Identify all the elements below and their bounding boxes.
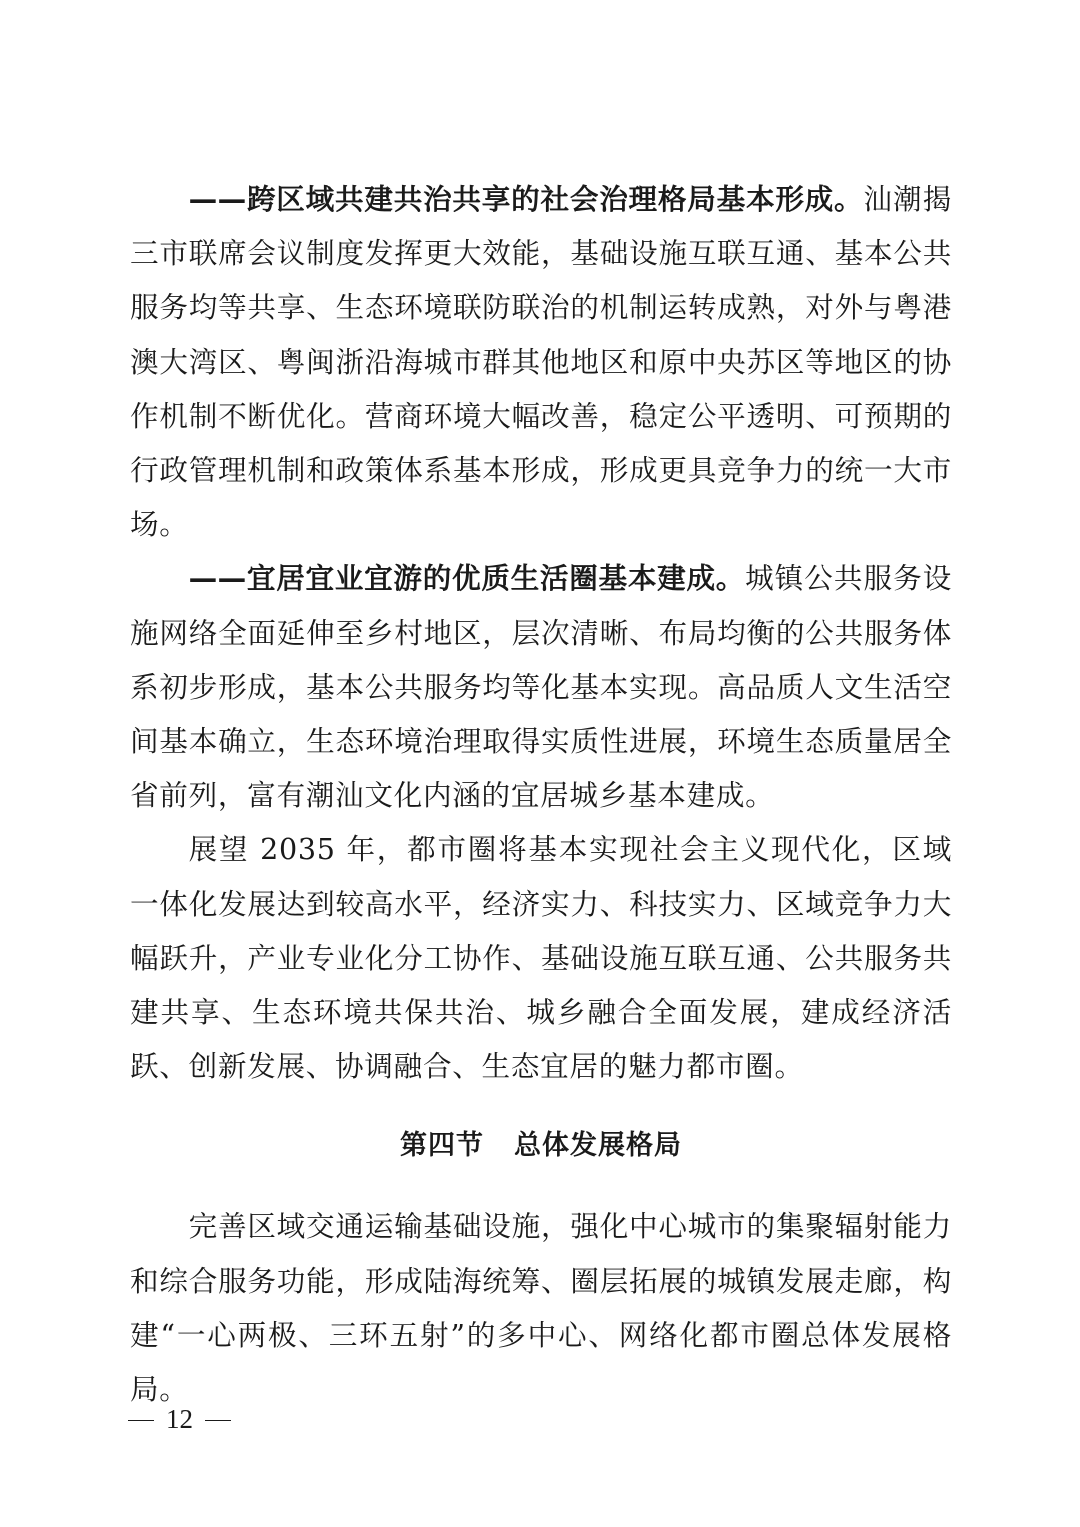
paragraph-social-governance — [130, 172, 952, 551]
footer-dash-left — [128, 1420, 154, 1422]
document-page — [130, 172, 952, 1416]
page-number: 12 — [166, 1404, 193, 1434]
section-title-text: 总体发展格局 — [514, 1130, 682, 1162]
paragraph-body: 展望 2035 年，都市圈将基本实现社会主义现代化，区域一体化发展达到较高水平，经济实力、科技实力、区域竞争力大幅跃升，产业专业化分工协作、基础设施互联互通、公共服务共建共享、生态环境共保共治、城乡融合全面发展，建成经济活跃、创新发展、协调融合、生态宜居的魅力都市圈。 — [130, 832, 952, 1084]
paragraph-body: 完善区域交通运输基础设施，强化中心城市的集聚辐射能力和综合服务功能，形成陆海统筹、圈层拓展的城镇发展走廊，构建“一心两极、三环五射”的多中心、网络化都市圈总体发展格局。 — [130, 1209, 952, 1407]
paragraph-outlook-2035 — [130, 822, 952, 1093]
paragraph-body: 汕潮揭三市联席会议制度发挥更大效能，基础设施互联互通、基本公共服务均等共享、生态环境联防联治的机制运转成熟，对外与粤港澳大湾区、粤闽浙沿海城市群其他地区和原中央苏区等地区的协作机制不断优化。营商环境大幅改善，稳定公平透明、可预期的行政管理机制和政策体系基本形成，形成更具竞争力的统一大市场。 — [130, 182, 952, 542]
paragraph-body: 城镇公共服务设施网络全面延伸至乡村地区，层次清晰、布局均衡的公共服务体系初步形成，基本公共服务均等化基本实现。高品质人文生活空间基本确立，生态环境治理取得实质性进展，环境生态质量居全省前列，富有潮汕文化内涵的宜居城乡基本建成。 — [130, 561, 952, 813]
paragraph-lead-heading: ——宜居宜业宜游的优质生活圈基本建成。 — [188, 561, 746, 596]
paragraph-overall-layout — [130, 1199, 952, 1416]
paragraph-lead-heading: ——跨区域共建共治共享的社会治理格局基本形成。 — [188, 182, 864, 216]
page-footer — [128, 1402, 231, 1436]
section-number: 第四节 — [400, 1130, 484, 1162]
section-heading — [130, 1119, 952, 1173]
paragraph-living-circle — [130, 551, 952, 822]
footer-dash-right — [205, 1420, 231, 1422]
